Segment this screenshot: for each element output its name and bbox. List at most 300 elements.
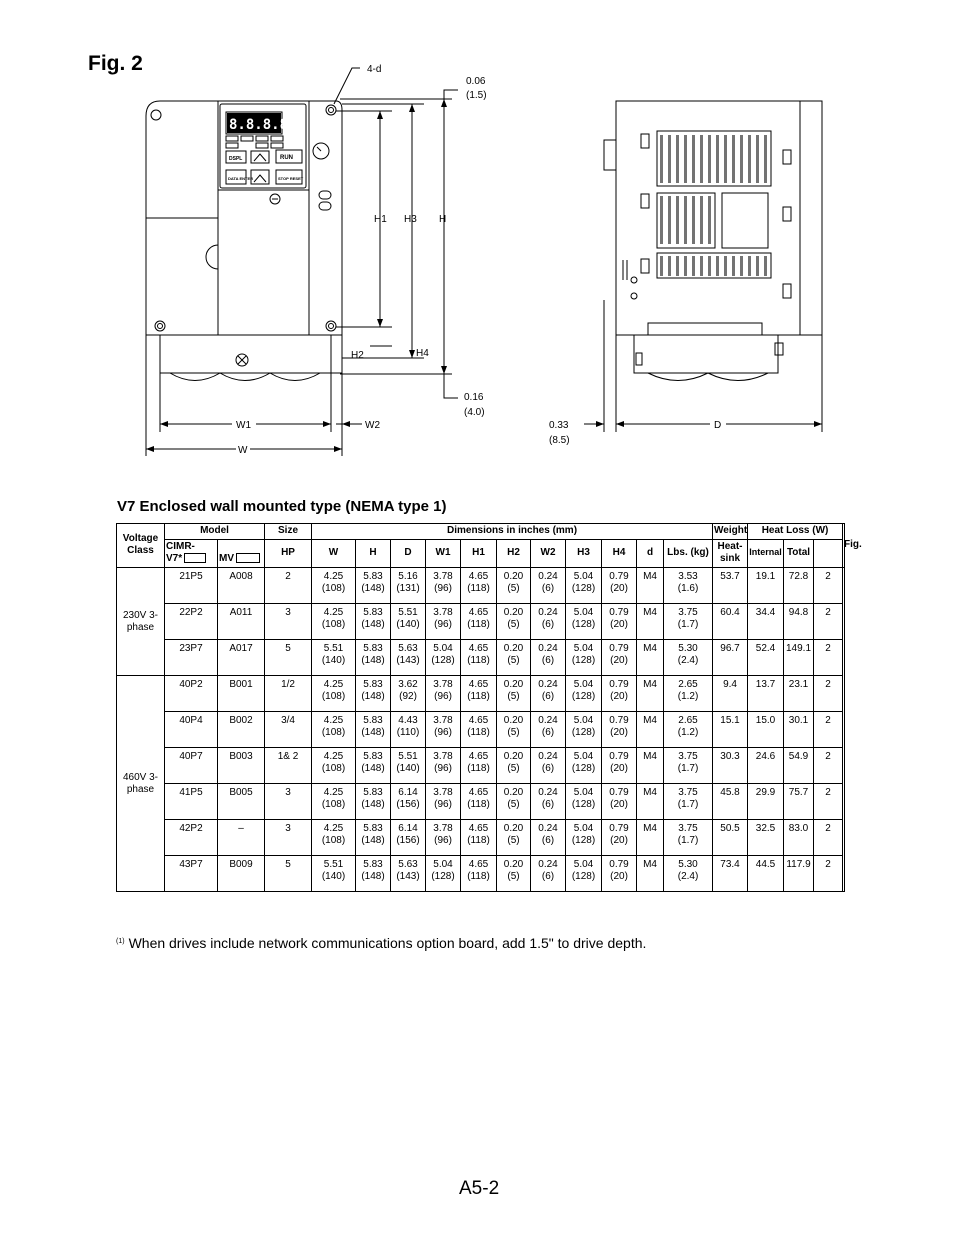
- h-mm-value: (148): [361, 835, 385, 846]
- h4-in-value: 0.79: [609, 822, 629, 834]
- h4-in-value: 0.79: [609, 786, 629, 798]
- d-mm-value: (143): [396, 871, 420, 882]
- table-row: [117, 603, 845, 639]
- w-in-value: 5.51: [323, 642, 344, 654]
- weight-cell: [664, 675, 713, 711]
- w2-in-value: 0.24: [538, 714, 558, 726]
- w-mm-value: (108): [321, 727, 346, 738]
- fig-cell: 2: [814, 747, 843, 783]
- total-cell: 83.0: [784, 819, 814, 855]
- mount-hole-label: 4-d: [367, 64, 382, 75]
- h1-in-value: 4.65: [468, 570, 489, 582]
- h-in-value: 5.83: [363, 822, 383, 834]
- total-cell: 117.9: [784, 855, 814, 891]
- w1-in-value: 3.78: [433, 570, 453, 582]
- w1-in-value: 5.04: [433, 642, 453, 654]
- w-label: W: [238, 445, 248, 456]
- d-mm-value: (92): [399, 691, 417, 702]
- w1-mm-value: (96): [434, 799, 452, 810]
- w-mm-value: (108): [321, 619, 346, 630]
- h2-cell: [497, 603, 531, 639]
- h3-in-value: 5.04: [573, 642, 594, 654]
- weight-kg-value: (2.4): [677, 871, 699, 882]
- h3-in-value: 5.04: [573, 606, 594, 618]
- h-in-value: 5.83: [363, 786, 383, 798]
- weight-kg-value: (1.7): [677, 619, 699, 630]
- screw-size-cell: M4: [637, 783, 664, 819]
- voltage-class-cell: 230V 3-phase: [117, 567, 165, 675]
- w-in-value: 4.25: [323, 606, 344, 618]
- h2-mm-value: (5): [507, 583, 520, 594]
- cimr-cell: 22P2: [165, 603, 218, 639]
- w2-cell: [531, 819, 566, 855]
- w1-mm-value: (96): [434, 619, 452, 630]
- h2-label: H2: [351, 350, 364, 361]
- h3-cell: [566, 711, 602, 747]
- w2-in-value: 0.24: [538, 822, 558, 834]
- weight-kg-value: (2.4): [677, 655, 699, 666]
- w1-in-value: 3.78: [433, 750, 453, 762]
- h2-in-value: 0.20: [503, 786, 524, 798]
- h2-in-value: 0.20: [503, 606, 524, 618]
- h2-in-value: 0.20: [503, 750, 524, 762]
- col-heatsink: Heat- sink: [713, 539, 748, 567]
- h4-mm-value: (20): [610, 655, 628, 666]
- h3-mm-value: (128): [571, 871, 596, 882]
- screw-size-cell: M4: [637, 639, 664, 675]
- heatsink-cell: 50.5: [713, 819, 748, 855]
- h4-cell: [602, 567, 637, 603]
- heatsink-cell: 73.4: [713, 855, 748, 891]
- col-mv: MV: [218, 539, 265, 567]
- w-cell: [312, 639, 356, 675]
- h1-in-value: 4.65: [468, 714, 489, 726]
- weight-lbs-value: 5.30: [678, 858, 698, 870]
- weight-kg-value: (1.6): [677, 583, 699, 594]
- w-cell: [312, 747, 356, 783]
- fig-cell: 2: [814, 639, 843, 675]
- key-stop-reset-label: STOP RESET: [278, 176, 304, 181]
- h-cell: [356, 783, 391, 819]
- w-mm-value: (140): [321, 871, 346, 882]
- h-cell: [356, 603, 391, 639]
- table-row: [117, 639, 845, 675]
- h3-in-value: 5.04: [573, 570, 594, 582]
- w1-cell: [426, 639, 461, 675]
- h1-mm-value: (118): [467, 691, 490, 702]
- h1-cell: [461, 603, 497, 639]
- w-cell: [312, 819, 356, 855]
- h4-cell: [602, 639, 637, 675]
- w-mm-value: (108): [321, 583, 346, 594]
- table-row: [117, 855, 845, 891]
- section-title: V7 Enclosed wall mounted type (NEMA type 1): [117, 498, 447, 515]
- hp-cell: 5: [265, 639, 312, 675]
- h4-in-value: 0.79: [609, 858, 629, 870]
- h3-in-value: 5.04: [573, 822, 594, 834]
- h-cell: [356, 675, 391, 711]
- h4-cell: [602, 603, 637, 639]
- h1-cell: [461, 711, 497, 747]
- h1-cell: [461, 747, 497, 783]
- h2-cell: [497, 819, 531, 855]
- h4-mm-value: (20): [610, 583, 628, 594]
- h1-in-value: 4.65: [468, 822, 489, 834]
- weight-cell: [664, 711, 713, 747]
- h-cell: [356, 567, 391, 603]
- d-in-value: 6.14: [398, 786, 418, 798]
- screw-size-cell: M4: [637, 675, 664, 711]
- col-total: Total: [784, 539, 814, 567]
- h4-mm-value: (20): [610, 619, 628, 630]
- w2-in-value: 0.24: [538, 642, 558, 654]
- cimr-cell: 40P2: [165, 675, 218, 711]
- col-heat-loss: Heat Loss (W): [748, 524, 843, 540]
- d-cell: [391, 639, 426, 675]
- h2-mm-value: (5): [507, 835, 520, 846]
- d-cell: [391, 855, 426, 891]
- fig-cell: 2: [814, 783, 843, 819]
- internal-cell: 34.4: [748, 603, 784, 639]
- h3-in-value: 5.04: [573, 714, 594, 726]
- h4-mm-value: (20): [610, 763, 628, 774]
- fig-cell: 2: [814, 567, 843, 603]
- table-row: [117, 819, 845, 855]
- fig-cell: 2: [814, 603, 843, 639]
- total-cell: 94.8: [784, 603, 814, 639]
- h3-mm-value: (128): [571, 619, 596, 630]
- h2-in-value: 0.20: [503, 570, 524, 582]
- side-gap-in-label: 0.33: [549, 420, 569, 431]
- mv-cell: B002: [218, 711, 265, 747]
- h-mm-value: (148): [361, 799, 385, 810]
- w-cell: [312, 711, 356, 747]
- total-cell: 23.1: [784, 675, 814, 711]
- weight-lbs-value: 2.65: [678, 714, 698, 726]
- h3-label: H3: [404, 214, 417, 225]
- cimr-cell: 43P7: [165, 855, 218, 891]
- d-mm-value: (156): [396, 835, 420, 846]
- h2-cell: [497, 567, 531, 603]
- weight-kg-value: (1.7): [677, 799, 699, 810]
- h3-cell: [566, 783, 602, 819]
- h1-in-value: 4.65: [468, 858, 489, 870]
- w2-in-value: 0.24: [538, 606, 558, 618]
- w1-cell: [426, 855, 461, 891]
- w2-cell: [531, 747, 566, 783]
- w1-cell: [426, 567, 461, 603]
- h4-mm-value: (20): [610, 691, 628, 702]
- w1-in-value: 3.78: [433, 822, 453, 834]
- h4-cell: [602, 855, 637, 891]
- cimr-cell: 21P5: [165, 567, 218, 603]
- d-mm-value: (140): [396, 619, 420, 630]
- h-cell: [356, 855, 391, 891]
- h3-mm-value: (128): [571, 583, 596, 594]
- h4-in-value: 0.79: [609, 570, 629, 582]
- hp-cell: 2: [265, 567, 312, 603]
- h3-in-value: 5.04: [573, 786, 594, 798]
- w2-cell: [531, 855, 566, 891]
- w1-label: W1: [236, 420, 251, 431]
- dimension-drawing: [0, 0, 954, 470]
- internal-cell: 15.0: [748, 711, 784, 747]
- internal-cell: 32.5: [748, 819, 784, 855]
- col-w: W: [312, 539, 356, 567]
- w1-mm-value: (96): [434, 691, 452, 702]
- h1-cell: [461, 675, 497, 711]
- w2-mm-value: (6): [541, 691, 555, 702]
- total-cell: 54.9: [784, 747, 814, 783]
- w2-cell: [531, 639, 566, 675]
- mv-cell: A017: [218, 639, 265, 675]
- d-mm-value: (131): [396, 583, 420, 594]
- h4-mm-value: (20): [610, 871, 628, 882]
- heatsink-cell: 30.3: [713, 747, 748, 783]
- h2-mm-value: (5): [507, 799, 520, 810]
- w-in-value: 4.25: [323, 822, 344, 834]
- table-row: [117, 567, 845, 603]
- h4-mm-value: (20): [610, 727, 628, 738]
- h-mm-value: (148): [361, 691, 385, 702]
- total-cell: 75.7: [784, 783, 814, 819]
- h1-cell: [461, 639, 497, 675]
- h3-cell: [566, 855, 602, 891]
- h-in-value: 5.83: [363, 570, 383, 582]
- d-in-value: 3.62: [398, 678, 418, 690]
- weight-lbs-value: 3.53: [678, 570, 698, 582]
- weight-kg-value: (1.2): [677, 691, 699, 702]
- w-cell: [312, 675, 356, 711]
- w-cell: [312, 855, 356, 891]
- w2-mm-value: (6): [541, 763, 555, 774]
- col-h2: H2: [497, 539, 531, 567]
- weight-lbs-value: 5.30: [678, 642, 698, 654]
- side-gap-mm-label: (8.5): [549, 435, 570, 446]
- h2-mm-value: (5): [507, 655, 520, 666]
- d-in-value: 5.63: [398, 642, 418, 654]
- h2-in-value: 0.20: [503, 822, 524, 834]
- d-in-value: 5.63: [398, 858, 418, 870]
- w-in-value: 4.25: [323, 570, 344, 582]
- w-in-value: 4.25: [323, 750, 344, 762]
- total-cell: 30.1: [784, 711, 814, 747]
- col-fig: Fig.: [843, 524, 845, 568]
- h4-cell: [602, 783, 637, 819]
- top-gap-in-label: 0.06: [466, 76, 486, 87]
- w1-mm-value: (128): [431, 655, 455, 666]
- h2-mm-value: (5): [507, 619, 520, 630]
- h-mm-value: (148): [361, 763, 385, 774]
- col-w1: W1: [426, 539, 461, 567]
- fig-cell: 2: [814, 819, 843, 855]
- h4-mm-value: (20): [610, 835, 628, 846]
- w-mm-value: (108): [321, 763, 346, 774]
- w1-in-value: 3.78: [433, 786, 453, 798]
- h-in-value: 5.83: [363, 858, 383, 870]
- h2-mm-value: (5): [507, 691, 520, 702]
- d-label: D: [714, 420, 722, 431]
- h4-mm-value: (20): [610, 799, 628, 810]
- table-row: [117, 783, 845, 819]
- d-in-value: 5.51: [398, 606, 418, 618]
- screw-size-cell: M4: [637, 819, 664, 855]
- screw-size-cell: M4: [637, 855, 664, 891]
- h2-in-value: 0.20: [503, 678, 524, 690]
- w2-cell: [531, 675, 566, 711]
- hp-cell: 1& 2: [265, 747, 312, 783]
- w-cell: [312, 567, 356, 603]
- internal-cell: 19.1: [748, 567, 784, 603]
- table-row: [117, 711, 845, 747]
- footnote-text: When drives include network communications option board, add 1.5" to drive depth.: [128, 935, 647, 951]
- weight-cell: [664, 819, 713, 855]
- weight-cell: [664, 783, 713, 819]
- heatsink-cell: 15.1: [713, 711, 748, 747]
- col-size: Size: [265, 524, 312, 540]
- col-d-small: d: [637, 539, 664, 567]
- weight-cell: [664, 855, 713, 891]
- w2-cell: [531, 603, 566, 639]
- h-mm-value: (148): [361, 871, 385, 882]
- fig-cell: 2: [814, 855, 843, 891]
- col-weight-unit: Lbs. (kg): [664, 539, 713, 567]
- w1-cell: [426, 675, 461, 711]
- mv-cell: –: [218, 819, 265, 855]
- hp-cell: 3/4: [265, 711, 312, 747]
- col-internal: Internal: [748, 539, 784, 567]
- h3-mm-value: (128): [571, 655, 596, 666]
- h3-mm-value: (128): [571, 691, 596, 702]
- d-in-value: 6.14: [398, 822, 418, 834]
- h2-cell: [497, 855, 531, 891]
- screw-size-cell: M4: [637, 711, 664, 747]
- h3-mm-value: (128): [571, 763, 596, 774]
- d-cell: [391, 675, 426, 711]
- hp-cell: 3: [265, 603, 312, 639]
- weight-lbs-value: 3.75: [678, 822, 698, 834]
- figure-title: Fig. 2: [88, 52, 143, 75]
- h-in-value: 5.83: [363, 678, 383, 690]
- w1-mm-value: (96): [434, 835, 452, 846]
- w-mm-value: (140): [321, 655, 346, 666]
- internal-cell: 29.9: [748, 783, 784, 819]
- w2-label: W2: [365, 420, 380, 431]
- weight-lbs-value: 2.65: [678, 678, 698, 690]
- h4-in-value: 0.79: [609, 642, 629, 654]
- cimr-cell: 40P4: [165, 711, 218, 747]
- d-mm-value: (110): [396, 727, 420, 738]
- h-cell: [356, 639, 391, 675]
- h1-cell: [461, 783, 497, 819]
- table-row: [117, 675, 845, 711]
- d-in-value: 5.51: [398, 750, 418, 762]
- h-in-value: 5.83: [363, 714, 383, 726]
- w2-mm-value: (6): [541, 655, 555, 666]
- h1-mm-value: (118): [467, 871, 490, 882]
- w1-in-value: 3.78: [433, 714, 453, 726]
- h-in-value: 5.83: [363, 642, 383, 654]
- d-in-value: 5.16: [398, 570, 418, 582]
- d-mm-value: (140): [396, 763, 420, 774]
- w2-in-value: 0.24: [538, 858, 558, 870]
- h4-cell: [602, 675, 637, 711]
- col-dimensions: Dimensions in inches (mm): [312, 524, 713, 540]
- d-cell: [391, 603, 426, 639]
- col-voltage-class: Voltage Class: [117, 524, 165, 568]
- h-label: H: [439, 214, 447, 225]
- heatsink-cell: 45.8: [713, 783, 748, 819]
- h1-mm-value: (118): [467, 655, 490, 666]
- w-in-value: 4.25: [323, 714, 344, 726]
- col-weight: Weight: [713, 524, 748, 540]
- h2-mm-value: (5): [507, 763, 520, 774]
- h-in-value: 5.83: [363, 750, 383, 762]
- h3-mm-value: (128): [571, 799, 596, 810]
- col-h4: H4: [602, 539, 637, 567]
- d-cell: [391, 711, 426, 747]
- page-number: A5-2: [459, 1178, 500, 1199]
- col-hp: HP: [265, 539, 312, 567]
- internal-cell: 24.6: [748, 747, 784, 783]
- h3-cell: [566, 639, 602, 675]
- col-h3: H3: [566, 539, 602, 567]
- w-mm-value: (108): [321, 691, 346, 702]
- weight-cell: [664, 567, 713, 603]
- col-model: Model: [165, 524, 265, 540]
- key-data-enter-label: DATA ENTER: [228, 176, 254, 181]
- internal-cell: 52.4: [748, 639, 784, 675]
- mv-cell: A008: [218, 567, 265, 603]
- w2-mm-value: (6): [541, 583, 555, 594]
- d-cell: [391, 747, 426, 783]
- h1-in-value: 4.65: [468, 786, 489, 798]
- keypad-display: 8.8.8.8.: [229, 117, 297, 133]
- weight-kg-value: (1.7): [677, 835, 699, 846]
- h1-mm-value: (118): [467, 835, 490, 846]
- screw-size-cell: M4: [637, 603, 664, 639]
- footnote-marker: (1): [116, 938, 125, 945]
- d-mm-value: (156): [396, 799, 420, 810]
- h2-cell: [497, 639, 531, 675]
- w-mm-value: (108): [321, 835, 346, 846]
- w1-mm-value: (96): [434, 763, 452, 774]
- col-w2: W2: [531, 539, 566, 567]
- col-d: D: [391, 539, 426, 567]
- w2-in-value: 0.24: [538, 750, 558, 762]
- h-mm-value: (148): [361, 583, 385, 594]
- w2-in-value: 0.24: [538, 678, 558, 690]
- h-cell: [356, 819, 391, 855]
- fig-cell: 2: [814, 675, 843, 711]
- heatsink-cell: 53.7: [713, 567, 748, 603]
- h3-cell: [566, 567, 602, 603]
- h3-in-value: 5.04: [573, 678, 594, 690]
- weight-kg-value: (1.7): [677, 763, 699, 774]
- h4-cell: [602, 711, 637, 747]
- key-dspl-label: DSPL: [229, 156, 243, 162]
- h4-label: H4: [416, 348, 429, 359]
- hp-cell: 1/2: [265, 675, 312, 711]
- h4-cell: [602, 747, 637, 783]
- h-cell: [356, 747, 391, 783]
- h2-mm-value: (5): [507, 871, 520, 882]
- h1-label: H1: [374, 214, 387, 225]
- h1-in-value: 4.65: [468, 750, 489, 762]
- heatsink-cell: 60.4: [713, 603, 748, 639]
- h1-mm-value: (118): [467, 583, 490, 594]
- w1-in-value: 3.78: [433, 606, 453, 618]
